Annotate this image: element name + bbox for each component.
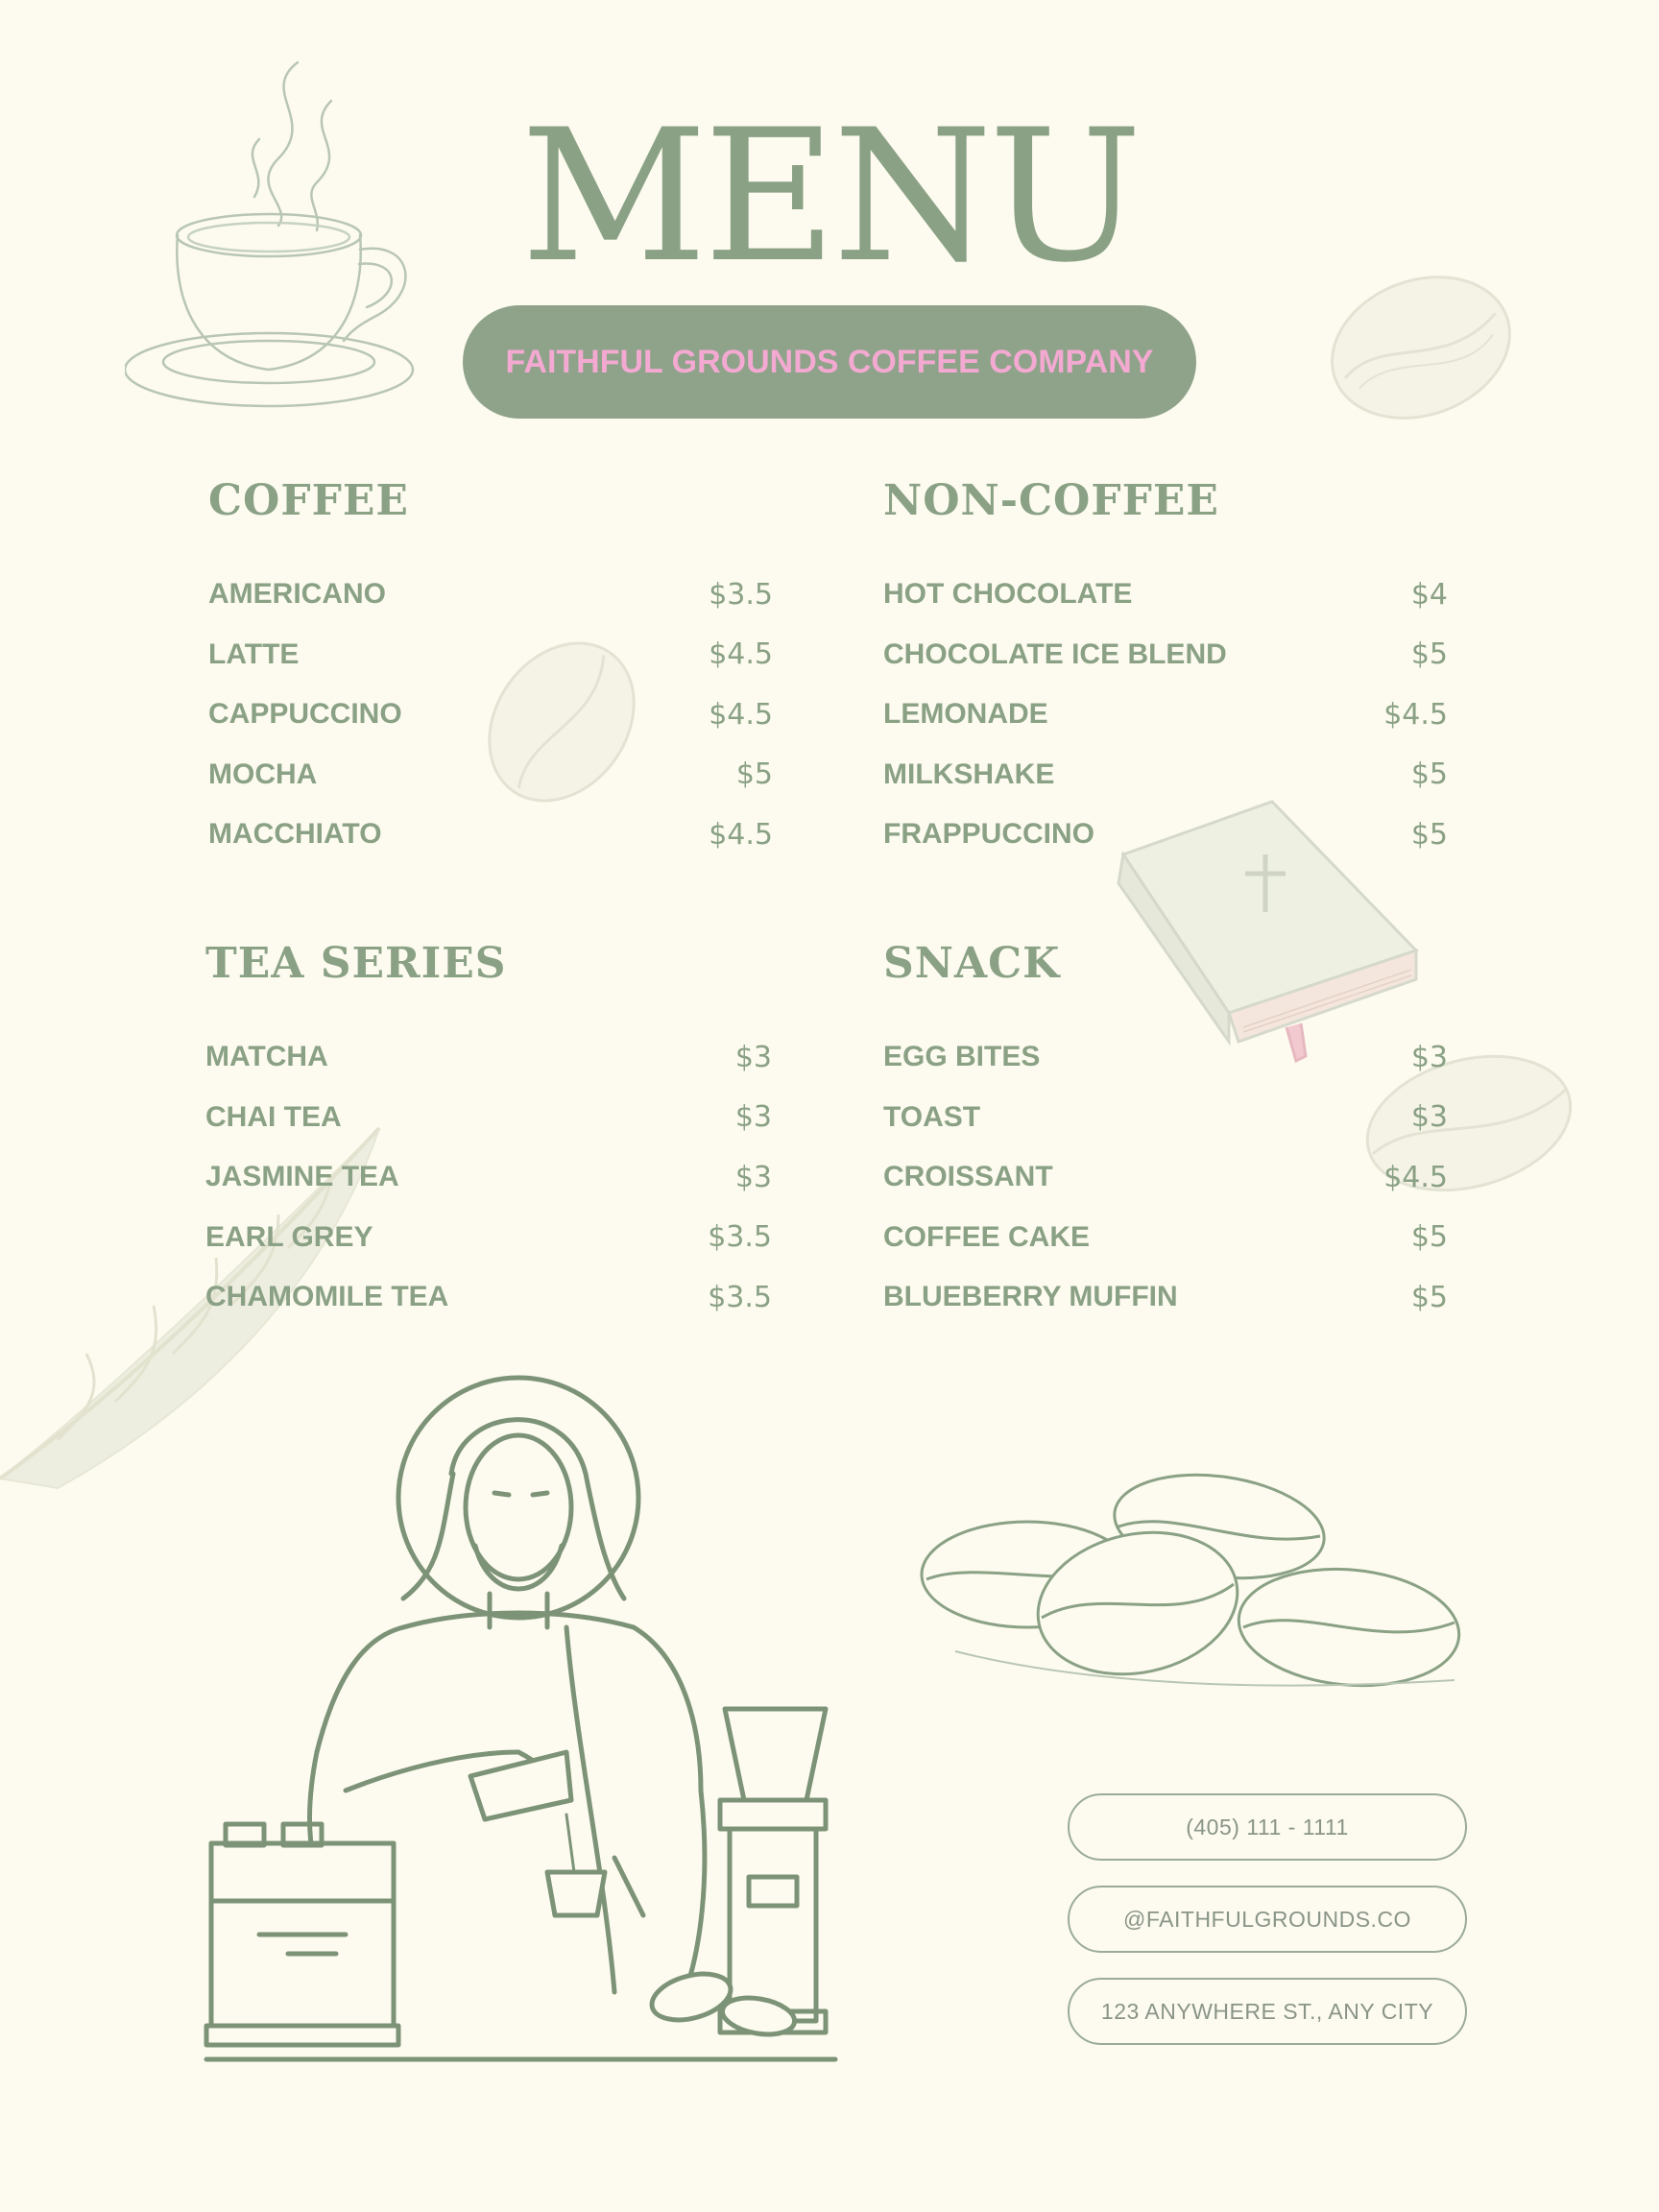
- menu-item: [208, 565, 773, 625]
- phone-contact: (405) 111 - 1111: [1068, 1793, 1467, 1861]
- item-price: $3: [1410, 1100, 1448, 1135]
- item-name: MILKSHAKE: [883, 757, 1055, 790]
- section-title: NON-COFFEE: [883, 476, 1219, 525]
- item-price: $5: [1410, 1220, 1448, 1255]
- address: 123 ANYWHERE ST., ANY CITY: [1068, 1978, 1467, 2045]
- section-coffee: [208, 472, 773, 865]
- menu-item: [883, 1088, 1448, 1148]
- item-name: AMERICANO: [208, 578, 386, 611]
- item-price: $3: [734, 1160, 772, 1194]
- item-price: $3: [1410, 1040, 1448, 1074]
- item-price: $3.5: [708, 1220, 772, 1255]
- menu-item: [208, 745, 773, 805]
- item-name: FRAPPUCCINO: [883, 818, 1095, 851]
- social-handle: @FAITHFULGROUNDS.CO: [1068, 1886, 1467, 1953]
- menu-item: [205, 1027, 772, 1088]
- menu-item: [208, 685, 773, 745]
- menu-item: [883, 625, 1448, 685]
- item-price: $3: [734, 1100, 772, 1135]
- item-price: $4.5: [709, 817, 773, 852]
- item-name: HOT CHOCOLATE: [883, 578, 1133, 611]
- item-name: TOAST: [883, 1100, 981, 1133]
- menu-item: [208, 805, 773, 865]
- item-name: MACCHIATO: [208, 818, 382, 851]
- menu-item: [883, 805, 1448, 865]
- item-name: CROISSANT: [883, 1161, 1053, 1193]
- menu-item: [883, 1147, 1448, 1208]
- barista-illustration: [202, 1339, 854, 2069]
- item-name: LATTE: [208, 637, 300, 670]
- item-price: $5: [1410, 757, 1448, 792]
- item-price: $4: [1410, 577, 1448, 612]
- menu-item: [205, 1208, 772, 1268]
- item-price: $5: [1410, 817, 1448, 852]
- menu-item: [205, 1267, 772, 1328]
- company-banner: [463, 305, 1196, 419]
- item-name: COFFEE CAKE: [883, 1220, 1091, 1253]
- menu-item: [208, 625, 773, 685]
- item-name: CHOCOLATE ICE BLEND: [883, 637, 1227, 670]
- section-tea-series: [205, 935, 772, 1328]
- menu-item: [883, 565, 1448, 625]
- menu-item: [883, 745, 1448, 805]
- section-non-coffee: [883, 472, 1448, 865]
- item-price: $4.5: [709, 697, 773, 732]
- item-price: $3: [734, 1040, 772, 1074]
- item-name: LEMONADE: [883, 698, 1048, 731]
- item-name: BLUEBERRY MUFFIN: [883, 1281, 1178, 1313]
- item-price: $5: [1410, 637, 1448, 672]
- item-price: $3.5: [708, 1280, 772, 1314]
- item-name: CAPPUCCINO: [208, 698, 402, 731]
- section-title: SNACK: [883, 939, 1061, 988]
- menu-item: [883, 1027, 1448, 1088]
- page-title: MENU: [520, 90, 1139, 302]
- menu-item: [883, 1267, 1448, 1328]
- section-title: COFFEE: [208, 476, 409, 525]
- menu-item: [205, 1147, 772, 1208]
- item-name: MOCHA: [208, 757, 318, 790]
- company-name: FAITHFUL GROUNDS COFFEE COMPANY: [505, 343, 1154, 380]
- coffee-bean-icon: [1320, 264, 1522, 432]
- item-price: $4.5: [1383, 1160, 1448, 1194]
- item-name: CHAI TEA: [205, 1100, 342, 1133]
- item-name: EGG BITES: [883, 1041, 1041, 1073]
- item-price: $4.5: [1383, 697, 1448, 732]
- item-price: $5: [1410, 1280, 1448, 1314]
- item-name: EARL GREY: [205, 1220, 373, 1253]
- menu-item: [205, 1088, 772, 1148]
- section-snack: [883, 935, 1448, 1328]
- item-price: $4.5: [709, 637, 773, 672]
- menu-item: [883, 1208, 1448, 1268]
- item-name: MATCHA: [205, 1041, 328, 1073]
- section-title: TEA SERIES: [205, 939, 507, 988]
- coffee-beans-icon: [917, 1459, 1493, 1709]
- menu-item: [883, 685, 1448, 745]
- item-name: CHAMOMILE TEA: [205, 1281, 449, 1313]
- item-price: $5: [735, 757, 773, 792]
- item-price: $3.5: [709, 577, 773, 612]
- item-name: JASMINE TEA: [205, 1161, 399, 1193]
